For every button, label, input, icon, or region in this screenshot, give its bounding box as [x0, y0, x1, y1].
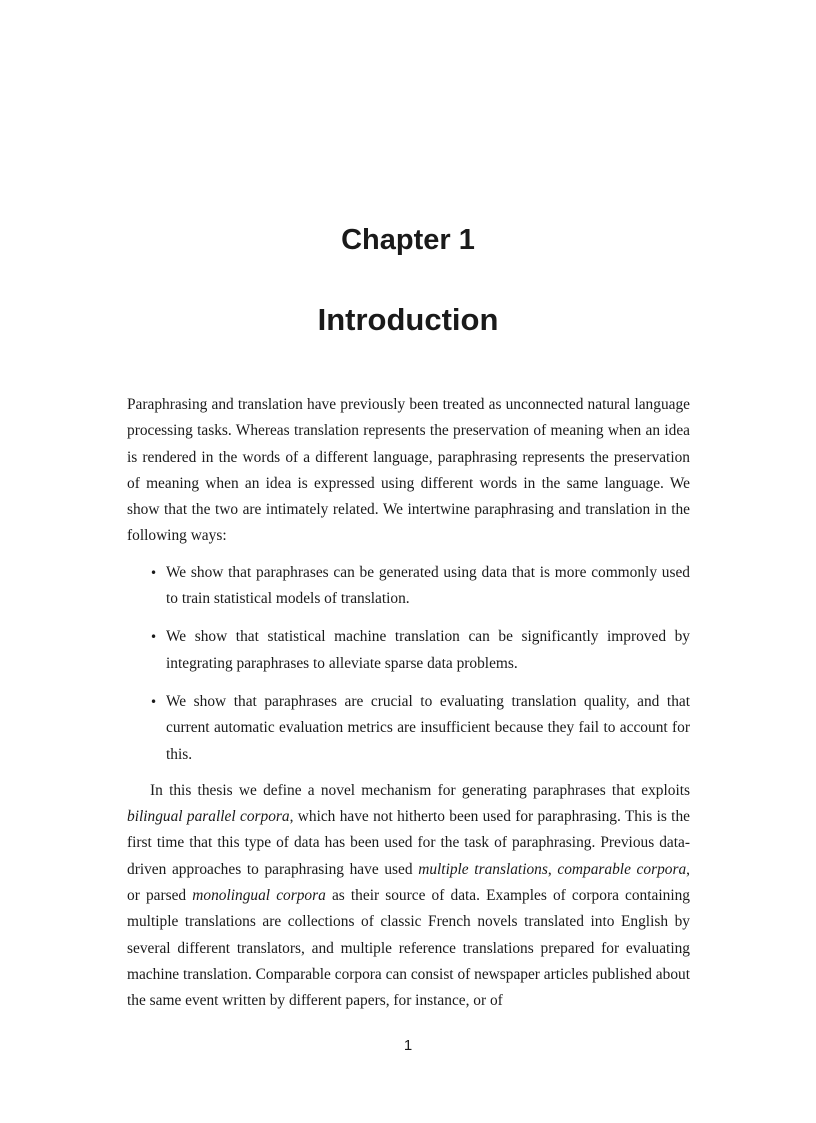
- list-item: [150, 624, 690, 677]
- chapter-label: Chapter 1: [341, 224, 475, 256]
- body-text: [127, 392, 690, 1015]
- text-run: In this thesis we define a novel mechanism for generating paraphrases that exploits: [150, 781, 690, 799]
- list-item-text: We show that statistical machine translation can be significantly improved by integrating paraphrases to alleviate sparse data problems.: [166, 628, 690, 672]
- text-run: , or parsed: [127, 860, 690, 905]
- list-item: [150, 689, 690, 768]
- chapter-title: Introduction: [317, 302, 499, 337]
- list-item: [150, 560, 690, 613]
- thesis-paragraph: [127, 778, 690, 1015]
- bullet-icon: •: [150, 694, 158, 709]
- list-item-text: We show that paraphrases can be generated using data that is more commonly used to train statistical models of translation.: [166, 563, 690, 608]
- emphasis-term: monolingual corpora: [192, 887, 326, 905]
- bullet-icon: •: [150, 565, 158, 580]
- list-item-text: We show that paraphrases are crucial to evaluating translation quality, and that current automatic evaluation metrics are insufficient because they fail to account for this.: [166, 692, 690, 763]
- emphasis-term: comparable corpora: [557, 860, 687, 878]
- bullet-icon: •: [150, 630, 158, 645]
- text-run: , which have not hitherto been used for paraphrasing. This is the first time that this type of data has been used for the task of paraphrasing. Previous data-driven approaches to paraphrasing have used: [127, 808, 690, 878]
- contribution-list: [127, 560, 690, 768]
- intro-paragraph: Paraphrasing and translation have previously been treated as unconnected natural language processing tasks. Whereas translation represents the preservation of meaning when an idea is rendered in the words of a different language, paraphrasing represents the preservation of meaning when an idea is expressed using different words in the same language. We show that the two are intimately related. We intertwine paraphrasing and translation in the following ways:: [127, 396, 690, 545]
- emphasis-term: multiple translations: [418, 860, 548, 878]
- text-run: ,: [547, 860, 558, 878]
- page-number: 1: [403, 1037, 413, 1054]
- text-run: as their source of data. Examples of corpora containing multiple translations are collections of classic French novels translated into English by several different translators, and multiple reference translations prepared for evaluating machine translation. Comparable corpora can consist of newspaper articles published about the same event written by different papers, for instance, or of: [127, 887, 691, 1010]
- emphasis-term: bilingual parallel corpora: [127, 808, 290, 826]
